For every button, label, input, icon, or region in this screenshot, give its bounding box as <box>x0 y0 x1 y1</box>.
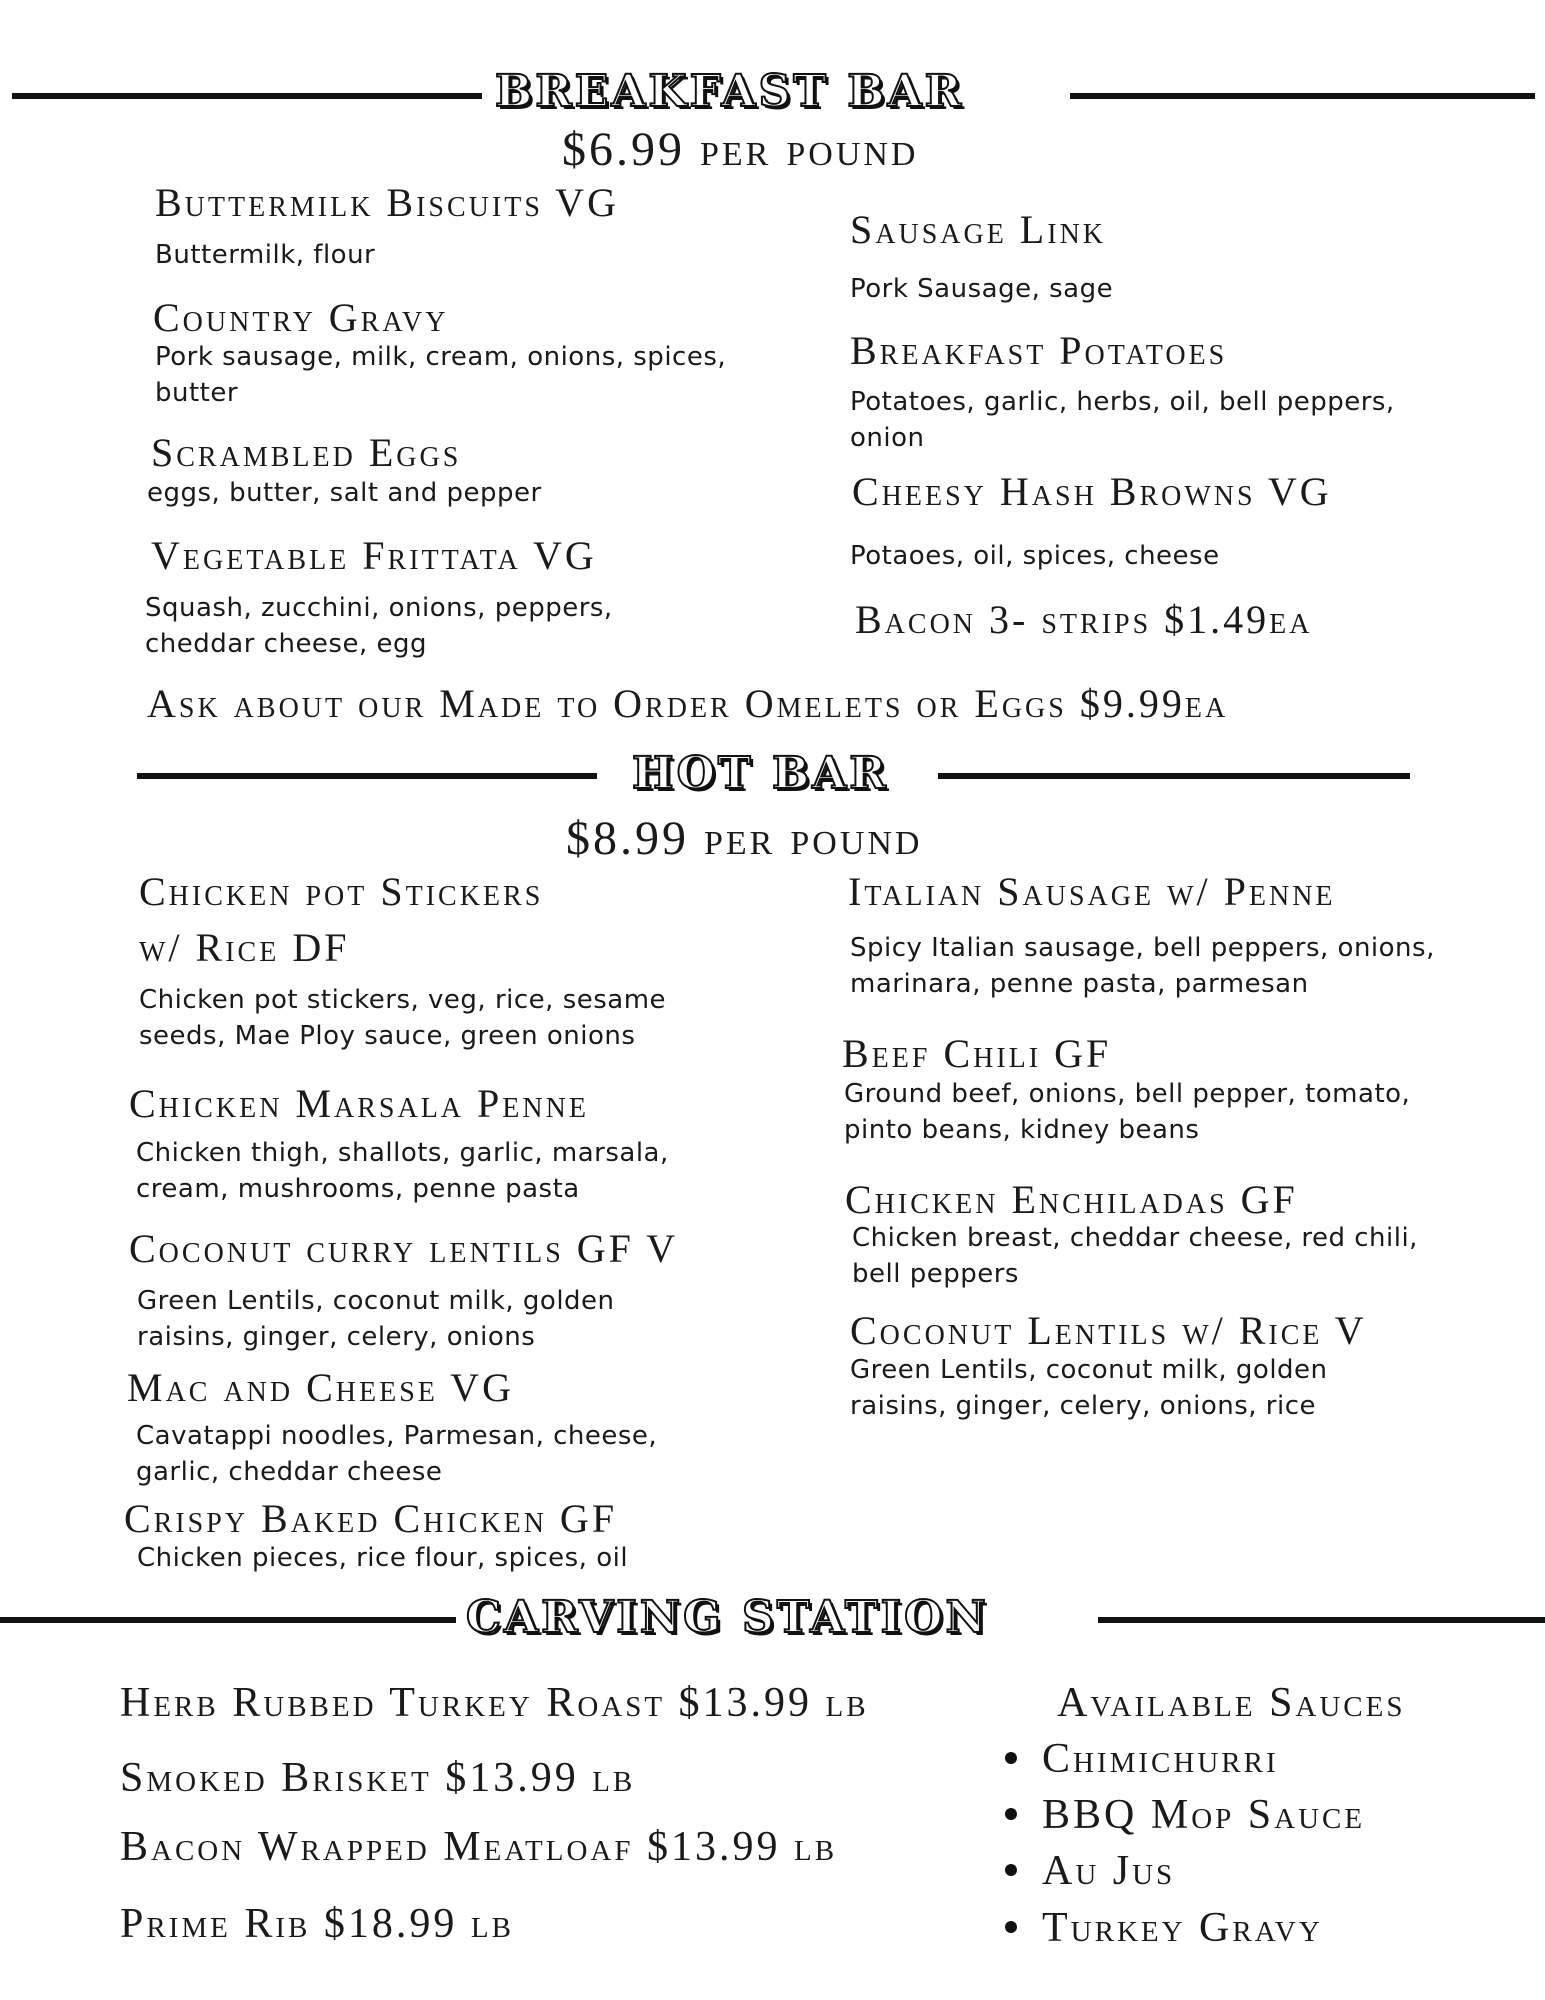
menu-item-name: Cheesy Hash Browns VG <box>852 469 1332 514</box>
menu-item-desc: Chicken pieces, rice flour, spices, oil <box>137 1543 629 1573</box>
hot-bar-title: HOT BAR <box>632 748 889 799</box>
sauce-item: Turkey Gravy <box>1042 1905 1323 1951</box>
section-rule-left <box>0 1617 456 1623</box>
carving-item: Bacon Wrapped Meatloaf $13.99 lb <box>120 1824 838 1870</box>
menu-item-name: Sausage Link <box>850 207 1107 252</box>
menu-item-desc: Spicy Italian sausage, bell peppers, onions, marinara, penne pasta, parmesan <box>850 933 1435 999</box>
carving-item: Herb Rubbed Turkey Roast $13.99 lb <box>120 1680 869 1726</box>
section-rule-right <box>1070 93 1535 99</box>
menu-item-name: Scrambled Eggs <box>151 430 462 475</box>
menu-item-name: Chicken Marsala Penne <box>129 1081 589 1126</box>
menu-item-name: Breakfast Potatoes <box>850 328 1228 373</box>
hot-bar-price: $8.99 per pound <box>566 812 923 865</box>
section-rule-left <box>12 93 482 99</box>
bullet-icon <box>1005 1921 1017 1933</box>
menu-item-desc: Potaoes, oil, spices, cheese <box>850 541 1220 571</box>
menu-item-desc: Chicken thigh, shallots, garlic, marsala, cream, mushrooms, penne pasta <box>136 1138 669 1204</box>
section-rule-left <box>137 773 597 779</box>
menu-item-desc: Pork Sausage, sage <box>850 274 1114 304</box>
menu-item-desc: Green Lentils, coconut milk, golden raisins, ginger, celery, onions <box>137 1286 615 1352</box>
carving-item: Prime Rib $18.99 lb <box>120 1901 514 1947</box>
breakfast-bar-title: BREAKFAST BAR <box>495 66 965 117</box>
sauces-title: Available Sauces <box>1057 1680 1406 1726</box>
menu-item-name: Mac and Cheese VG <box>127 1365 514 1410</box>
menu-item-name: Italian Sausage w/ Penne <box>848 869 1336 914</box>
carving-station-title: CARVING STATION <box>466 1592 989 1643</box>
menu-item-desc: eggs, butter, salt and pepper <box>147 478 542 508</box>
sauce-item: BBQ Mop Sauce <box>1042 1792 1366 1838</box>
breakfast-bar-price: $6.99 per pound <box>562 123 919 176</box>
menu-item-name: Country Gravy <box>153 295 449 340</box>
menu-item-name: Chicken pot Stickers <box>139 869 544 914</box>
menu-item-name: Coconut curry lentils GF V <box>129 1226 679 1271</box>
menu-item-desc: Green Lentils, coconut milk, golden raisins, ginger, celery, onions, rice <box>850 1355 1328 1421</box>
menu-item-desc: Cavatappi noodles, Parmesan, cheese, garlic, cheddar cheese <box>136 1421 658 1487</box>
bullet-icon <box>1005 1808 1017 1820</box>
section-rule-right <box>938 773 1410 779</box>
menu-item-name: Buttermilk Biscuits VG <box>155 180 619 225</box>
sauce-item: Chimichurri <box>1042 1736 1279 1782</box>
menu-item-name: Coconut Lentils w/ Rice V <box>850 1308 1367 1353</box>
menu-item-name: w/ Rice DF <box>139 925 350 970</box>
sauce-item: Au Jus <box>1042 1848 1176 1894</box>
menu-item-desc: Potatoes, garlic, herbs, oil, bell peppers, onion <box>850 387 1395 453</box>
menu-item-name: Beef Chili GF <box>842 1031 1112 1076</box>
section-rule-right <box>1098 1617 1545 1623</box>
breakfast-note: Ask about our Made to Order Omelets or Eggs $9.99ea <box>147 681 1229 726</box>
menu-item-desc: Ground beef, onions, bell pepper, tomato, pinto beans, kidney beans <box>844 1079 1411 1145</box>
menu-item-name: Vegetable Frittata VG <box>151 533 597 578</box>
bullet-icon <box>1005 1752 1017 1764</box>
bullet-icon <box>1005 1864 1017 1876</box>
menu-item-name: Bacon 3- strips $1.49ea <box>855 597 1313 642</box>
carving-item: Smoked Brisket $13.99 lb <box>120 1755 636 1801</box>
menu-item-desc: Squash, zucchini, onions, peppers, cheddar cheese, egg <box>145 593 613 659</box>
menu-item-desc: Pork sausage, milk, cream, onions, spices, butter <box>155 342 727 408</box>
menu-item-desc: Buttermilk, flour <box>155 240 376 270</box>
menu-item-desc: Chicken pot stickers, veg, rice, sesame seeds, Mae Ploy sauce, green onions <box>139 985 667 1051</box>
menu-item-name: Chicken Enchiladas GF <box>845 1177 1298 1222</box>
menu-item-desc: Chicken breast, cheddar cheese, red chili, bell peppers <box>852 1223 1418 1289</box>
menu-item-name: Crispy Baked Chicken GF <box>124 1496 618 1541</box>
